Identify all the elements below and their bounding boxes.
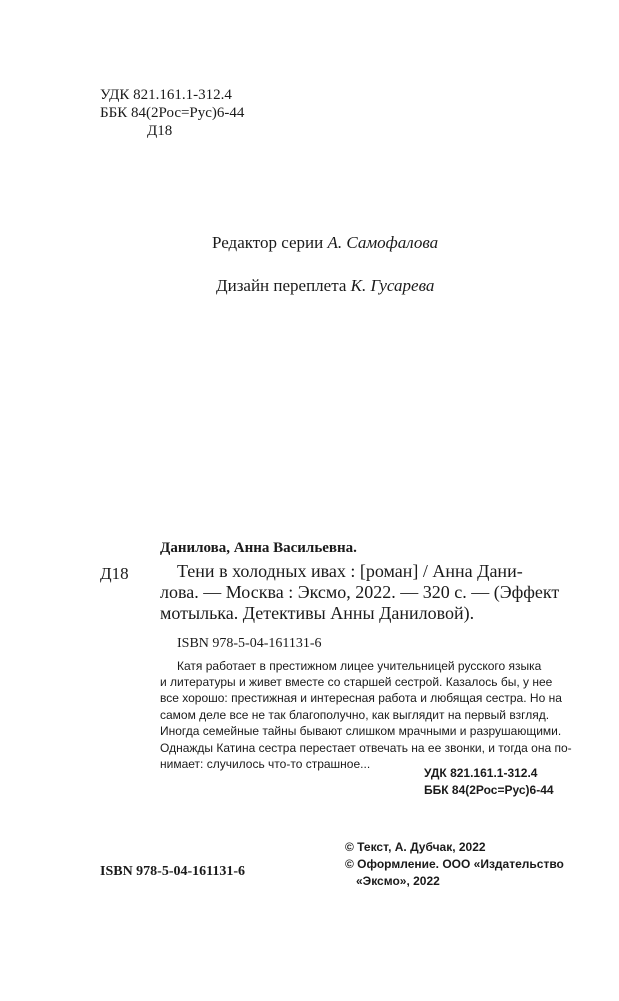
series-editor-credit [212,233,438,253]
copyright-text: © Текст, А. Дубчак, 2022 [345,840,486,854]
annotation-line-2: и литературы и живет вместе со старшей сестрой. Казалось бы, у нее [160,675,553,689]
cover-design-credit [216,276,434,296]
top-udk: УДК 821.161.1-312.4 [100,87,232,103]
description-line-3: мотылька. Детективы Анны Даниловой). [160,603,475,623]
copyright-design-line-2: «Эксмо», 2022 [356,874,440,888]
series-editor-label: Редактор серии [212,233,324,252]
isbn-bottom: ISBN 978-5-04-161131-6 [100,864,246,879]
cover-design-label: Дизайн переплета [216,276,347,295]
annotation-line-6: Однажды Катина сестра перестает отвечать на ее звонки, и тогда она по- [160,741,572,755]
series-editor-name: А. Самофалова [327,233,439,252]
cover-design-name: К. Гусарева [350,276,435,295]
annotation-line-1: Катя работает в престижном лицее учительницей русского языка [177,659,542,673]
annotation-line-4: самом деле все не так благополучно, как выглядит на первый взгляд. [160,708,550,722]
copyright-design-line-1: © Оформление. ООО «Издательство [345,857,564,871]
annotation-line-7: нимает: случилось что-то страшное... [160,757,371,771]
annotation-line-5: Иногда семейные тайны бывают слишком мрачными и разрушающими. [160,724,562,738]
catalog-author-code: Д18 [100,564,129,583]
top-author-code: Д18 [147,123,173,139]
catalog-bbk: ББК 84(2Рос=Рус)6-44 [424,783,554,797]
author-heading: Данилова, Анна Васильевна. [160,540,357,556]
description-line-2: лова. — Москва : Эксмо, 2022. — 320 с. — (Эффект [160,582,560,602]
catalog-udk: УДК 821.161.1-312.4 [424,766,538,780]
top-bbk: ББК 84(2Рос=Рус)6-44 [100,105,245,121]
catalog-isbn: ISBN 978-5-04-161131-6 [177,636,322,651]
description-line-1: Тени в холодных ивах : [роман] / Анна Дани- [177,561,523,581]
annotation-line-3: все хорошо: престижная и интересная работа и любящая сестра. Но на [160,691,562,705]
